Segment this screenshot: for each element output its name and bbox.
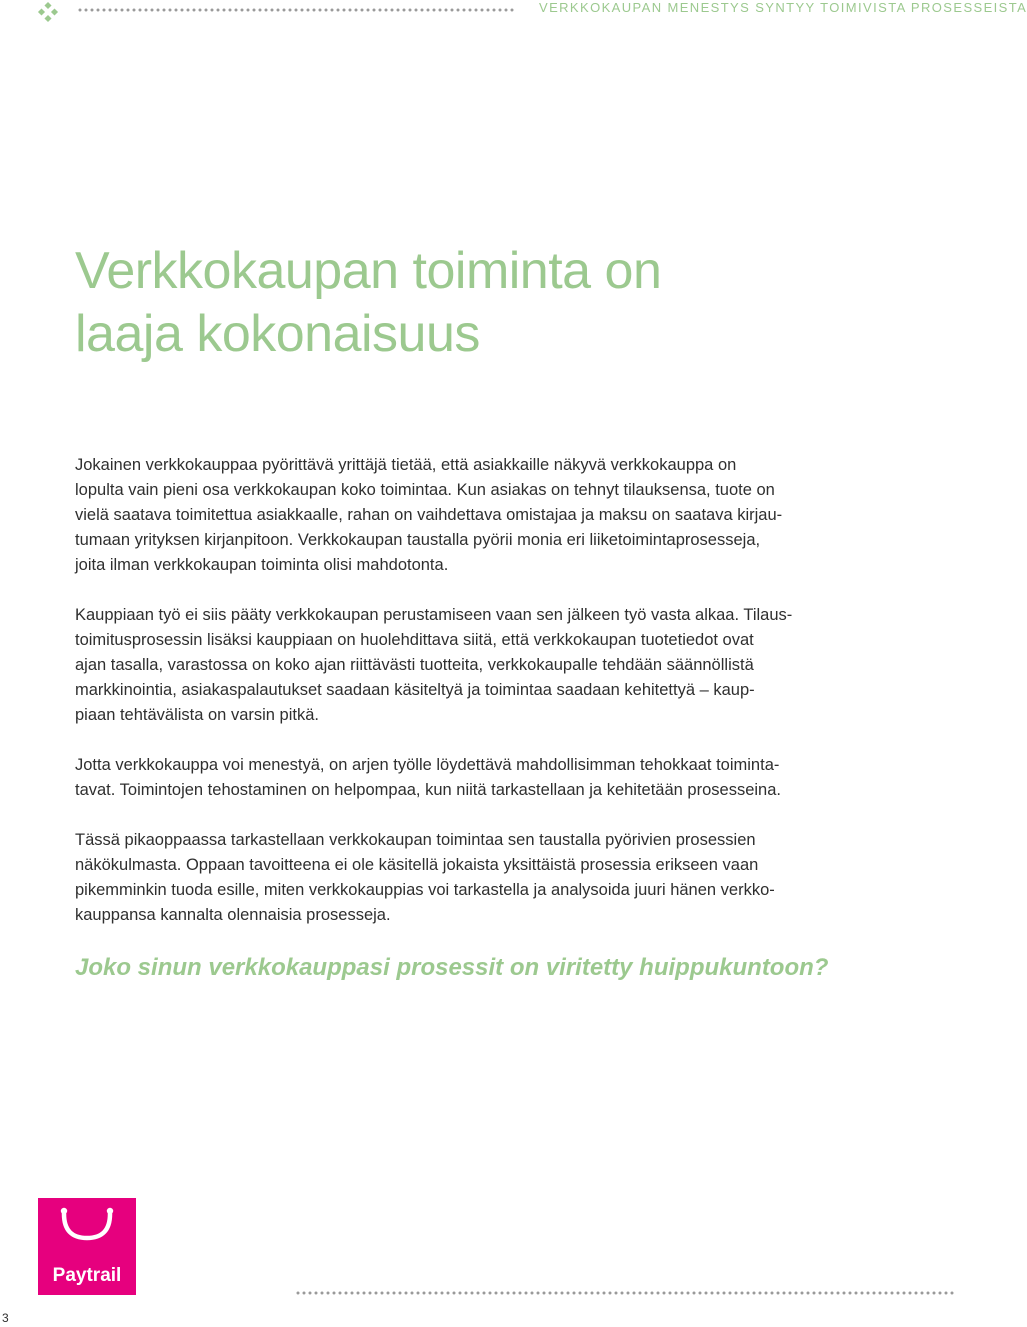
text-line: tumaan yrityksen kirjanpitoon. Verkkokaupan taustalla pyörii monia eri liiketoimintaprosesseja, — [75, 531, 761, 549]
highlight-question: Joko sinun verkkokauppasi prosessit on viritetty huippukuntoon? — [75, 954, 829, 981]
title-line: laaja kokonaisuus — [75, 305, 480, 363]
paragraph-guide-purpose — [75, 828, 835, 928]
text-line: toimitusprosessin lisäksi kauppiaan on huolehdittava siitä, että verkkokaupan tuotetiedot ovat — [75, 631, 754, 649]
paytrail-logo — [38, 1198, 136, 1295]
text-line: pikemminkin tuoda esille, miten verkkokauppias voi tarkastella ja analysoida juuri hänen verkko- — [75, 881, 775, 899]
paragraph-intro — [75, 453, 835, 578]
paragraph-merchant-work — [75, 603, 835, 728]
paragraph-efficiency — [75, 753, 835, 803]
page-number: 3 — [2, 1311, 9, 1325]
text-line: tavat. Toimintojen tehostaminen on helpompaa, kun niitä tarkastellaan ja kehitetään prosesseina. — [75, 781, 781, 799]
diamond-cluster-icon — [38, 2, 58, 22]
text-line: Kauppiaan työ ei siis pääty verkkokaupan perustamiseen vaan sen jälkeen työ vasta alkaa. Tilaus- — [75, 606, 793, 624]
text-line: ajan tasalla, varastossa on koko ajan riittävästi tuotteita, verkkokaupalle tehdään säännöllistä — [75, 656, 754, 674]
text-line: joita ilman verkkokaupan toiminta olisi mahdotonta. — [75, 556, 449, 574]
header-title: VERKKOKAUPAN MENESTYS SYNTYY TOIMIVISTA PROSESSEISTA — [539, 0, 1027, 15]
text-line: Tässä pikaoppaassa tarkastellaan verkkokaupan toimintaa sen taustalla pyörivien prosessien — [75, 831, 756, 849]
logo-text: Paytrail — [52, 1265, 122, 1286]
text-line: lopulta vain pieni osa verkkokaupan koko toimintaa. Kun asiakas on tehnyt tilauksensa, tuote on — [75, 481, 775, 499]
text-line: markkinointia, asiakaspalautukset saadaan käsiteltyä ja toimintaa saadaan kehitettyä – kaup- — [75, 681, 755, 699]
text-line: näkökulmasta. Oppaan tavoitteena ei ole käsitellä jokaista yksittäistä prosessia erikseen vaan — [75, 856, 759, 874]
text-line: Jotta verkkokauppa voi menestyä, on arjen työlle löydettävä mahdollisimman tehokkaat toiminta- — [75, 756, 780, 774]
text-line: vielä saatava toimitettua asiakkaalle, rahan on vaihdettava omistajaa ja maksu on saatava kirjau- — [75, 506, 783, 524]
text-line: Jokainen verkkokauppaa pyörittävä yrittäjä tietää, että asiakkaille näkyvä verkkokauppa on — [75, 456, 737, 474]
shopping-bag-smile-icon — [38, 1198, 136, 1268]
page-title — [75, 240, 661, 366]
title-line: Verkkokaupan toiminta on — [75, 242, 662, 300]
footer-dotted-rule — [296, 1290, 960, 1296]
header-dotted-rule — [78, 7, 520, 13]
text-line: piaan tehtävälistа on varsin pitkä. — [75, 706, 319, 724]
text-line: kauppansa kannalta olennaisia prosesseja. — [75, 906, 391, 924]
